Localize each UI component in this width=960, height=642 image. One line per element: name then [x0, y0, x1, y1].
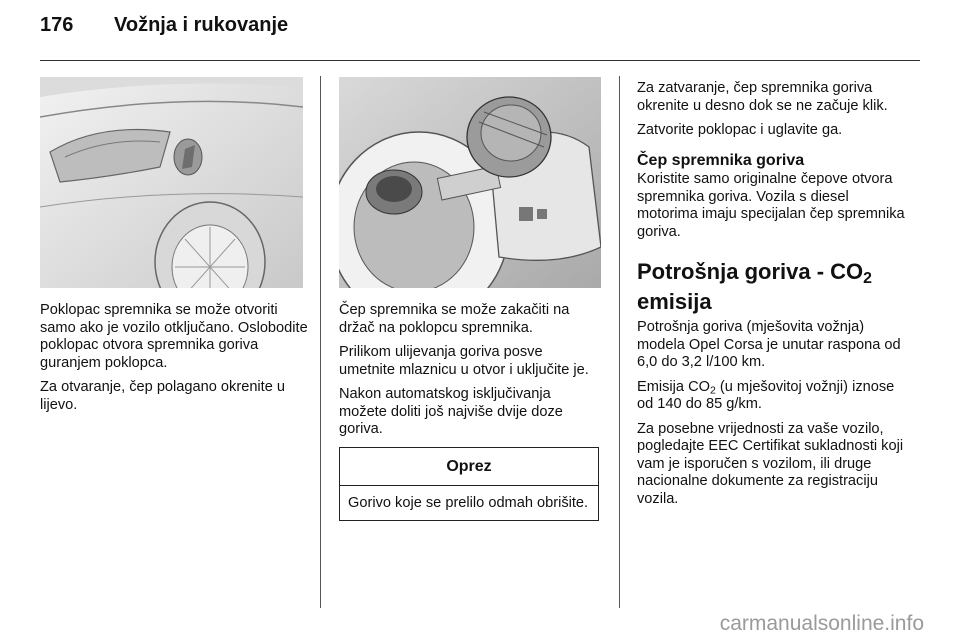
- paragraph: Za zatvaranje, čep spremnika goriva okrenite u desno dok se ne začuje klik.: [637, 80, 888, 114]
- heading-text: emisija: [637, 289, 712, 314]
- section-heading-fuel-cap: Čep spremnika goriva: [637, 151, 805, 169]
- column-3: [637, 80, 907, 515]
- paragraph: Za otvaranje, čep polagano okrenite u lijevo.: [40, 379, 286, 413]
- paragraph: Koristite samo originalne čepove otvora spremnika goriva. Vozila s diesel motorima imaju specijalan čep spremnika goriva.: [637, 171, 905, 240]
- column-divider-1: [320, 76, 321, 608]
- paragraph: Čep spremnika se može zakačiti na držač na poklopcu spremnika.: [339, 302, 570, 336]
- column-divider-2: [619, 76, 620, 608]
- subscript: 2: [709, 384, 716, 397]
- site-watermark: carmanualsonline.info: [719, 612, 924, 635]
- paragraph: Potrošnja goriva (mješovita vožnja) modela Opel Corsa je unutar raspona od 6,0 do 3,2 l/100 km.: [637, 319, 901, 370]
- paragraph: Za posebne vrijednosti za vaše vozilo, pogledajte EEC Certifikat sukladnosti koji vam je isporučen s vozilom, ili druge nacionalne dokumente za registraciju vozila.: [637, 420, 904, 507]
- car-fuel-flap-illustration: [40, 77, 303, 288]
- paragraph: Zatvorite poklopac i uglavite ga.: [637, 122, 843, 138]
- paragraph: Poklopac spremnika se može otvoriti samo ako je vozilo otključano. Oslobodite poklopac otvora spremnika goriva guranjem poklopca.: [40, 302, 308, 371]
- caution-box: [339, 447, 599, 521]
- page-header: [40, 14, 288, 37]
- text: (u mješovitoj vožnji) iznose od 140 do 85 g/km.: [637, 378, 895, 412]
- page-title: Vožnja i rukovanje: [114, 14, 289, 36]
- section-heading-co2: [637, 257, 907, 317]
- caution-title: Oprez: [340, 448, 598, 487]
- heading-text: Potrošnja goriva - CO: [637, 259, 864, 284]
- paragraph-emission: [637, 379, 907, 414]
- text: Emisija CO: [637, 378, 710, 395]
- page-number: 176: [40, 14, 74, 36]
- subscript: 2: [863, 269, 872, 287]
- column-1: [40, 302, 310, 421]
- paragraph: Prilikom ulijevanja goriva posve umetnite mlaznicu u otvor i uključite je.: [339, 344, 589, 378]
- column-2: [339, 302, 601, 521]
- fuel-cap-holder-illustration: [339, 77, 601, 288]
- paragraph: Nakon automatskog isključivanja možete doliti još najviše dvije doze goriva.: [339, 386, 563, 437]
- header-rule: [40, 60, 920, 61]
- caution-text: Gorivo koje se prelilo odmah obrišite.: [348, 495, 589, 511]
